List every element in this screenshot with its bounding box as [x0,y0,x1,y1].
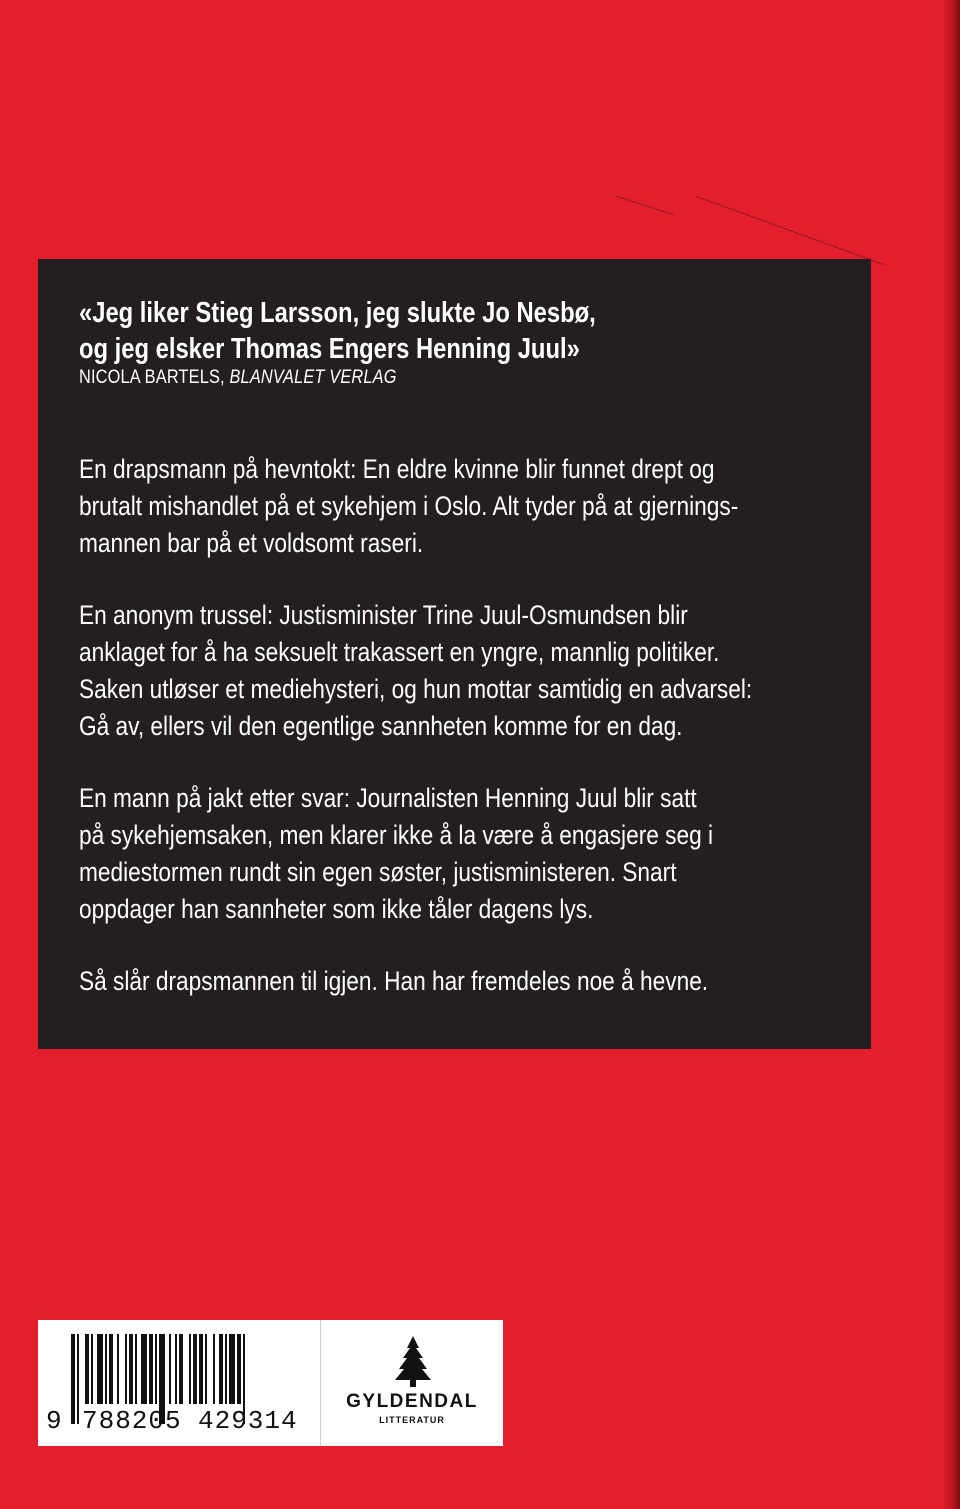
blurb-line: Gå av, ellers vil den egentlige sannheten komme for en dag. [79,711,683,741]
blurb-line: En anonym trussel: Justisminister Trine Juul-Osmundsen blir [79,600,688,630]
spine-edge [944,0,960,1509]
blurb-line: En drapsmann på hevntokt: En eldre kvinne blir funnet drept og [79,454,715,484]
blurb-line: mediestormen rundt sin egen søster, justisministeren. Snart [79,857,677,887]
isbn-first-digit: 9 [46,1406,62,1436]
barcode-bar [97,1334,103,1404]
barcode-bar [205,1334,207,1404]
barcode-bar [149,1334,153,1404]
blurb-line: oppdager han sannheter som ikke tåler dagens lys. [79,894,594,924]
blurb-line: brutalt mishandlet på et sykehjem i Oslo. Alt tyder på at gjernings- [79,491,739,521]
barcode-bar [225,1334,227,1404]
barcode-bar [125,1334,127,1404]
barcode-bar [135,1334,137,1404]
barcode-bar [91,1334,93,1404]
blurb-paragraph [79,451,835,562]
barcode-bar [141,1334,147,1404]
blurb-line: Saken utløser et mediehysteri, og hun mottar samtidig en advarsel: [79,674,753,704]
blurb-paragraph [79,963,835,1000]
barcode-bar [169,1334,171,1404]
barcode-bar [213,1334,215,1404]
publisher-name: GYLDENDAL [346,1391,478,1412]
blurb-line: mannen bar på et voldsomt raseri. [79,528,424,558]
blurb-line: En mann på jakt etter svar: Journalisten Henning Juul blir satt [79,783,697,813]
blurb-text [79,451,835,1000]
barcode-bar [229,1334,235,1404]
cover-scuff [696,196,884,265]
barcode-bar [85,1334,89,1404]
attribution-publisher: BLANVALET VERLAG [229,367,397,388]
cover-scuff [616,196,673,215]
barcode-bar [129,1334,133,1404]
blurb-paragraph [79,780,835,928]
quote-line: «Jeg liker Stieg Larsson, jeg slukte Jo Nesbø, [79,297,596,329]
isbn-group-1: 788205 [82,1406,182,1436]
blurb-panel [38,259,871,1049]
isbn-number [38,1406,321,1436]
isbn-barcode [38,1320,321,1446]
blurb-paragraph [79,597,835,745]
barcode-bar [219,1334,223,1404]
barcode-bar [155,1334,157,1404]
review-quote [79,295,801,367]
isbn-group-2: 429314 [198,1406,298,1436]
barcode-bar [105,1334,107,1404]
quote-attribution [79,367,767,389]
blurb-line: på sykehjemsaken, men klarer ikke å la være å engasjere seg i [79,820,714,850]
barcode-bar [109,1334,113,1404]
publisher-logo [321,1320,503,1446]
barcode-bar [237,1334,241,1404]
barcode-bar [193,1334,197,1404]
barcode-bar [189,1334,191,1404]
quote-line: og jeg elsker Thomas Engers Henning Juul» [79,333,580,365]
blurb-line: Så slår drapsmannen til igjen. Han har fremdeles noe å hevne. [79,966,709,996]
barcode-bar [117,1334,119,1404]
tree-icon [393,1336,433,1388]
attribution-name: NICOLA BARTELS, [79,367,225,388]
barcode-bar [199,1334,203,1404]
barcode-bar [179,1334,183,1404]
barcode-bar [175,1334,177,1404]
publisher-subtitle: LITTERATUR [379,1415,445,1425]
blurb-line: anklaget for å ha seksuelt trakassert en yngre, mannlig politiker. [79,637,720,667]
